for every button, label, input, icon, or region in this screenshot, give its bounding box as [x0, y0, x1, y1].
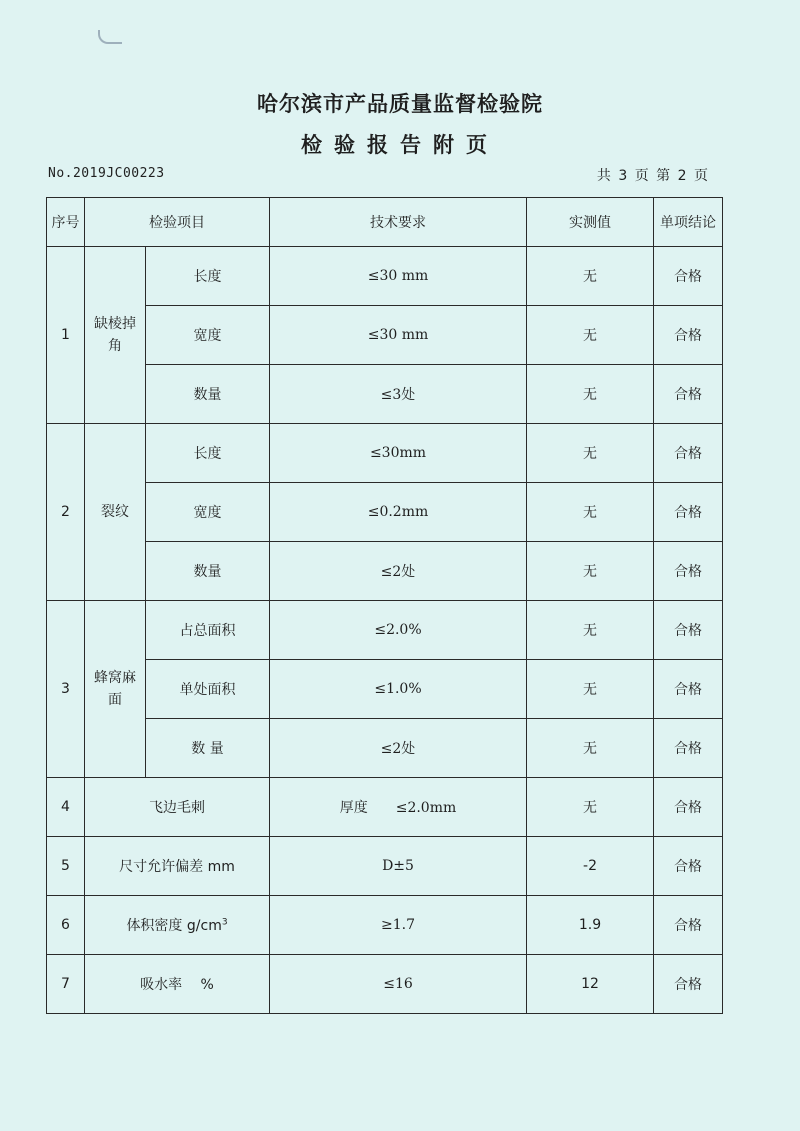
group-name: 蜂窝麻 面 — [85, 601, 146, 778]
measured-value: 无 — [527, 483, 654, 542]
table-row — [47, 896, 723, 955]
requirement: ≤16 — [270, 955, 527, 1014]
requirement: ≤0.2mm — [270, 483, 527, 542]
requirement: ≤30 mm — [270, 306, 527, 365]
item-name: 体积密度 g/cm — [126, 918, 222, 934]
item-name: 尺寸允许偏差 mm — [85, 837, 270, 896]
conclusion: 合格 — [654, 778, 723, 837]
sub-item: 宽度 — [146, 483, 270, 542]
table-row — [47, 247, 723, 306]
requirement: D±5 — [270, 837, 527, 896]
conclusion: 合格 — [654, 247, 723, 306]
pen-mark — [98, 30, 122, 44]
header-requirement: 技术要求 — [270, 198, 527, 247]
table-row — [47, 306, 723, 365]
requirement: ≤2.0% — [270, 601, 527, 660]
row-index: 4 — [47, 778, 85, 837]
conclusion: 合格 — [654, 601, 723, 660]
measured-value: 无 — [527, 719, 654, 778]
header-index: 序号 — [47, 198, 85, 247]
conclusion: 合格 — [654, 542, 723, 601]
sub-item: 数量 — [146, 542, 270, 601]
header-item: 检验项目 — [85, 198, 270, 247]
conclusion: 合格 — [654, 483, 723, 542]
conclusion: 合格 — [654, 424, 723, 483]
page-count: 共 3 页 第 2 页 — [596, 168, 708, 184]
row-index: 7 — [47, 955, 85, 1014]
item-name: 飞边毛刺 — [85, 778, 270, 837]
conclusion: 合格 — [654, 719, 723, 778]
measured-value: 无 — [527, 424, 654, 483]
header-measured: 实测值 — [527, 198, 654, 247]
row-index: 2 — [47, 424, 85, 601]
sub-item: 数量 — [146, 365, 270, 424]
measured-value: 1.9 — [527, 896, 654, 955]
requirement: 厚度 ≤2.0mm — [270, 778, 527, 837]
row-index: 3 — [47, 601, 85, 778]
table-row — [47, 660, 723, 719]
requirement: ≤3处 — [270, 365, 527, 424]
table-row — [47, 778, 723, 837]
measured-value: 无 — [527, 306, 654, 365]
requirement: ≤30 mm — [270, 247, 527, 306]
row-index: 6 — [47, 896, 85, 955]
sub-item: 单处面积 — [146, 660, 270, 719]
measured-value: -2 — [527, 837, 654, 896]
measured-value: 无 — [527, 601, 654, 660]
report-subtitle: 检验报告附页 — [301, 133, 499, 157]
requirement: ≤2处 — [270, 542, 527, 601]
sub-item: 数 量 — [146, 719, 270, 778]
conclusion: 合格 — [654, 365, 723, 424]
table-row — [47, 837, 723, 896]
requirement: ≤1.0% — [270, 660, 527, 719]
conclusion: 合格 — [654, 896, 723, 955]
conclusion: 合格 — [654, 837, 723, 896]
institution-title: 哈尔滨市产品质量监督检验院 — [257, 92, 543, 116]
table-header-row — [47, 198, 723, 247]
measured-value: 无 — [527, 247, 654, 306]
item-name-cell — [85, 896, 270, 955]
item-name: 吸水率 % — [85, 955, 270, 1014]
requirement: ≤2处 — [270, 719, 527, 778]
table-row — [47, 542, 723, 601]
group-name: 缺棱掉 角 — [85, 247, 146, 424]
sub-item: 占总面积 — [146, 601, 270, 660]
table-row — [47, 955, 723, 1014]
measured-value: 无 — [527, 542, 654, 601]
table-row — [47, 719, 723, 778]
sub-item: 长度 — [146, 424, 270, 483]
conclusion: 合格 — [654, 955, 723, 1014]
sub-item: 长度 — [146, 247, 270, 306]
table-row — [47, 483, 723, 542]
table-row — [47, 601, 723, 660]
table-row — [47, 365, 723, 424]
table-row — [47, 424, 723, 483]
measured-value: 12 — [527, 955, 654, 1014]
row-index: 1 — [47, 247, 85, 424]
conclusion: 合格 — [654, 660, 723, 719]
measured-value: 无 — [527, 778, 654, 837]
group-name: 裂纹 — [85, 424, 146, 601]
report-number: No.2019JC00223 — [48, 166, 165, 181]
conclusion: 合格 — [654, 306, 723, 365]
measured-value: 无 — [527, 660, 654, 719]
unit-superscript: 3 — [221, 917, 228, 928]
row-index: 5 — [47, 837, 85, 896]
requirement: ≤30mm — [270, 424, 527, 483]
requirement: ≥1.7 — [270, 896, 527, 955]
measured-value: 无 — [527, 365, 654, 424]
header-conclusion: 单项结论 — [654, 198, 723, 247]
inspection-table — [46, 197, 723, 1014]
sub-item: 宽度 — [146, 306, 270, 365]
